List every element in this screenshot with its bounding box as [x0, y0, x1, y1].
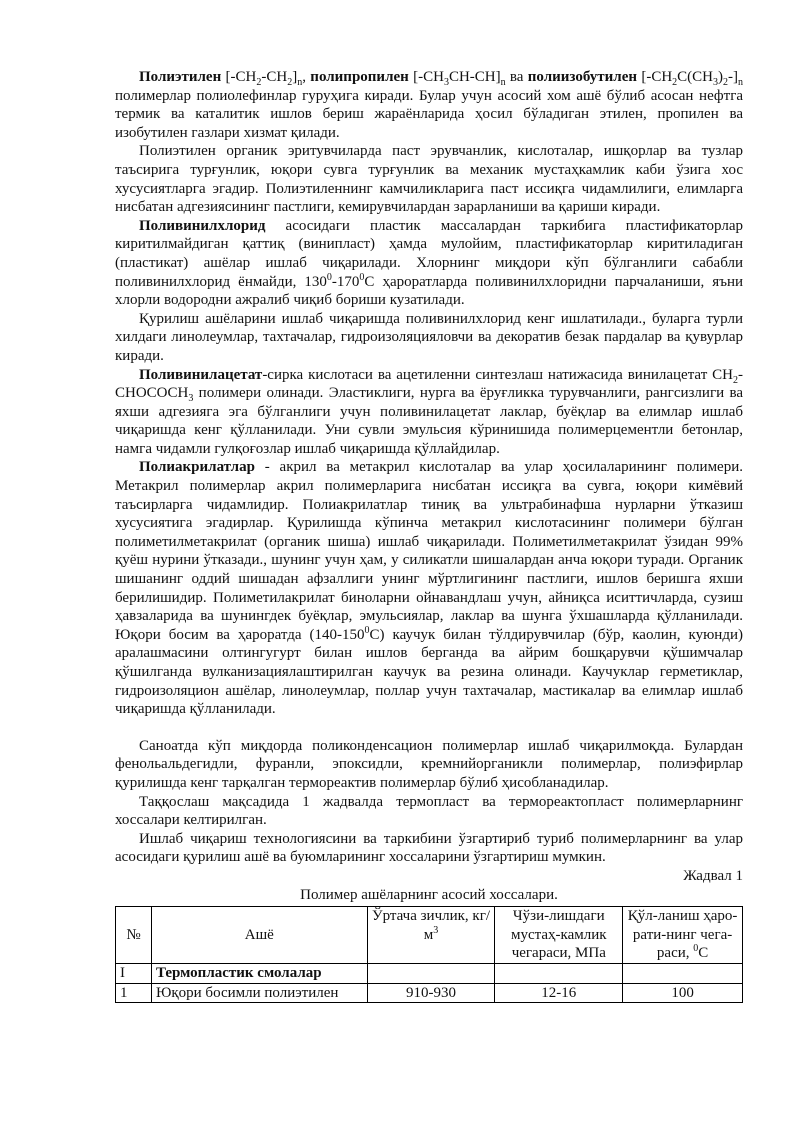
subscript: 2: [723, 77, 729, 88]
superscript: 3: [433, 924, 439, 936]
header-temperature: [623, 907, 743, 964]
cell-temperature: [623, 963, 743, 983]
paragraph-technology: Ишлаб чиқариш технологиясини ва таркибини ўзгартириб туриб полимерларнинг ва улар асосидаги қурилиш ашё ва буюмларининг хоссаларини ўзгартириш мумкин.: [115, 830, 743, 866]
cell-material-group: Термопластик смолалар: [151, 963, 367, 983]
text: асосидаги пластик массалардан таркибига пластификаторлар киритилмайдиган қаттиқ (винипласт) ҳамда мулойим, пластификаторлар киритиладиган (пластикат) ашёлар ишлаб чиқарилади. Хлорнинг миқдори кўп бўлганлиги сабабли поливинилхлорид ёнмайди, 130: [115, 217, 743, 290]
header-strength: Чўзи-лишдаги мустаҳ-камлик чегараси, МПа: [495, 907, 623, 964]
paragraph-polyolefins: [115, 68, 743, 142]
properties-table: [115, 906, 743, 1003]
term-pvc: Поливинилхлорид: [139, 217, 266, 234]
subscript: 2: [733, 374, 738, 386]
paragraph-comparison: Таққослаш мақсадида 1 жадвалда термопласт ва термореактопласт полимерларнинг хоссалари келтирилган.: [115, 793, 743, 829]
subscript: 3: [443, 77, 449, 88]
text: ]: [292, 69, 298, 85]
paragraph-polyethylene-properties: Полиэтилен органик эритувчиларда паст эрувчанлик, кислоталар, ишқорлар ва тузлар таъсирига турғунлик, юқори сувга турғунлик ва механик мустаҳкамлик каби ўзига хос хусусиятларга эгадир. Полиэтиленнинг камчиликларига паст иссиқга чидамлилиги, елимларга нисбатан адгезиясининг пастлиги, кемирувчилардан зарарланиши ва қариши киради.: [115, 143, 743, 216]
subscript: 3: [188, 393, 194, 405]
text: C(CH: [677, 69, 714, 85]
text: [-CH: [637, 69, 673, 85]
superscript: 0: [359, 271, 365, 283]
superscript: 0: [326, 271, 332, 283]
header-temperature-text: Қўл-ланиш ҳаро-рати-нинг чега-раси,: [627, 908, 738, 962]
paragraph-polyacrylates: [115, 458, 743, 718]
cell-number: 1: [116, 983, 152, 1003]
table-caption: Полимер ашёларнинг асосий хоссалари.: [300, 886, 558, 903]
paragraph-polyvinylacetate: [115, 366, 743, 459]
cell-temperature: 100: [623, 983, 743, 1003]
text: [-CH: [408, 69, 444, 85]
text: - акрил ва метакрил кислоталар ва улар ҳосилаларининг полимери. Метакрил полимерлар акрил полимерларига нисбатан иссиқга ва сувга, юқори кимёвий таъсирларга чидамлидир. Полиакрилатлар тиниқ ва ультрабинафша нурларни ўтказиш хусусиятига эгадирлар. Қурилишда кўпинча метакрил кислотасининг полимери бўлган полиметилметакрилат (органик шиша) ишлаб чиқарилади. Полиметилметакрилат ўзидан 99% қуёш нурини ўтказади., шунинг учун ҳам, у силикатли шишалардан анча юқори туради. Органик шишанинг оддий шишадан афзаллиги унинг мўртлигининг пастлиги, ишлов беришга яхши берилишидир. Полиметилакрилат биноларни ойнавандлаш учун, айниқса иситтичларда, сузиш ҳавзаларида ва шунингдек буёқлар, эмульсиялар, лаклар ва шунга ўхшашларда қўлланилади. Юқори босим ва ҳароратда (140-150: [115, 459, 743, 643]
cell-density: 910-930: [367, 983, 495, 1003]
subscript: 2: [256, 77, 262, 88]
header-density-text: Ўртача зичлик, кг/м: [371, 908, 491, 943]
text: полимерлар полиолефинлар гуруҳига киради. Булар учун асосий хом ашё бўлиб асосан нефтга термик ва каталитик ишлов бериш жараёнларида ҳосил бўладиган этилен, пропилен ва изобутилен газлари хизмат қилади.: [115, 87, 743, 141]
table-row: [116, 983, 743, 1003]
cell-strength: 12-16: [495, 983, 623, 1003]
header-material: Ашё: [151, 907, 367, 964]
text: -]: [728, 69, 739, 85]
term-polyacrylates: Полиакрилатлар: [139, 459, 255, 476]
cell-density: [367, 963, 495, 983]
superscript: 0: [364, 624, 370, 636]
text: ,: [302, 69, 311, 85]
text: С) каучук билан тўлдирувчилар (бўр, каолин, куюнди) аралашмасини олтингугурт билан ишлов берганда ва айрим бошқарувчи қўшимчалар қўшилганда вулканизациялаштирилган каучук ва резина олинади. Каучуклар герметиклар, гидроизоляцион ашёлар, линолеумлар, поллар учун тахтачалар, мастикалар ва елимлар ишлаб чиқаришда қўлланилади.: [115, 626, 743, 718]
text: -170: [331, 273, 360, 290]
text: [-CH: [221, 69, 257, 85]
subscript: 2: [672, 77, 678, 88]
header-number: №: [116, 907, 152, 964]
table-header-row: [116, 907, 743, 964]
cell-strength: [495, 963, 623, 983]
text: ва: [505, 69, 528, 85]
subscript: n: [500, 77, 506, 88]
term-polyvinylacetate: Поливинилацетат: [139, 366, 263, 383]
table-label: Жадвал 1: [683, 867, 743, 884]
text: ): [718, 69, 724, 85]
table-row: [116, 963, 743, 983]
paragraph-polycondensation: Саноатда кўп миқдорда поликонденсацион полимерлар ишлаб чиқарилмоқда. Булардан фенольальдегидли, фуранли, эпоксидли, кремнийорганикли полимерлар, полиэфирлар қурилишда кенг тарқалган термореактив полимерлар бўлиб ҳисобланадилар.: [115, 737, 743, 791]
term-polypropylene: полипропилен: [310, 69, 409, 85]
cell-number: I: [116, 963, 152, 983]
term-polyethylene: Полиэтилен: [139, 69, 222, 85]
text: -CH: [261, 69, 288, 85]
subscript: n: [738, 77, 744, 88]
text: полимери олинади. Эластиклиги, нурга ва ёруғликка турувчанлиги, рангсизлиги ва яхши адгезияга эга бўлганлиги учун поливинилацетат лаклар, буёқлар ва елимлар ишлаб чиқаришда кенг қўлланилади. Уни сувли эмульсия кўринишида полимерцементли бетонлар, намга чидамли гулқоғозлар ишлаб чиқаришда қўллайдилар.: [115, 385, 743, 457]
text: -сирка кислотаси ва ацетиленни синтезлаш натижасида винилацетат CH: [262, 366, 733, 383]
header-temperature-unit: С: [698, 945, 709, 962]
cell-material: Юқори босимли полиэтилен: [151, 983, 367, 1003]
term-polyisobutylene: полиизобутилен: [527, 69, 638, 85]
subscript: n: [297, 77, 303, 88]
text: CH-CH]: [448, 69, 501, 85]
paragraph-pvc: [115, 217, 743, 310]
superscript: 0: [693, 943, 699, 955]
document-page: [115, 68, 743, 1003]
text: С ҳароратларда поливинилхлоридни парчаланиши, яъни хлорли водородни ажралиб чиқиб бориши кузатилади.: [115, 273, 744, 309]
text: -CHOCOCH: [115, 366, 743, 402]
header-density: [367, 907, 495, 964]
subscript: 2: [287, 77, 293, 88]
paragraph-pvc-usage: Қурилиш ашёларини ишлаб чиқаришда поливинилхлорид кенг ишлатилади., буларга турли хилдаги линолеумлар, тахтачалар, гидроизоляцияловчи ва декоратив безак пардалар ва қувурлар киради.: [115, 310, 743, 364]
subscript: 3: [713, 77, 719, 88]
